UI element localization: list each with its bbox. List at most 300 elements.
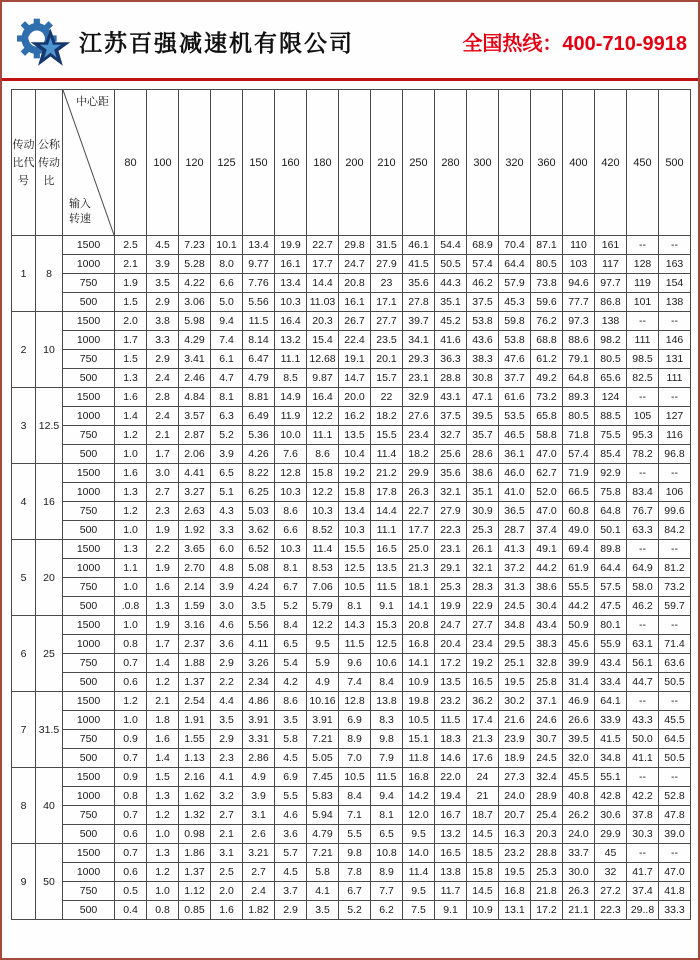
value-cell: 28.9 <box>531 787 563 806</box>
center-distance-header: 420 <box>595 90 627 236</box>
value-cell: 4.86 <box>243 692 275 711</box>
value-cell: 3.27 <box>179 483 211 502</box>
value-cell: 53.8 <box>467 312 499 331</box>
value-cell: 15.5 <box>339 540 371 559</box>
value-cell: 3.65 <box>179 540 211 559</box>
value-cell: 41.1 <box>627 749 659 768</box>
value-cell: 1.0 <box>147 825 179 844</box>
value-cell: 0.7 <box>115 654 147 673</box>
value-cell: 29.5 <box>499 635 531 654</box>
table-row <box>12 293 691 312</box>
value-cell: 16.8 <box>499 882 531 901</box>
value-cell: 73.8 <box>531 274 563 293</box>
value-cell: 46.2 <box>467 274 499 293</box>
value-cell: 4.6 <box>275 806 307 825</box>
value-cell: 4.24 <box>243 578 275 597</box>
value-cell: 75.5 <box>595 426 627 445</box>
value-cell: 1.6 <box>115 388 147 407</box>
value-cell: 0.9 <box>115 768 147 787</box>
value-cell: 18.5 <box>467 844 499 863</box>
value-cell: 18.7 <box>467 806 499 825</box>
value-cell: .0.8 <box>115 597 147 616</box>
value-cell: 64.8 <box>595 502 627 521</box>
value-cell: 37.7 <box>499 369 531 388</box>
input-speed-cell: 1500 <box>63 768 115 787</box>
value-cell: 27.7 <box>371 312 403 331</box>
value-cell: 45.3 <box>499 293 531 312</box>
value-cell: 15.3 <box>371 616 403 635</box>
value-cell: 53.8 <box>499 331 531 350</box>
value-cell: 5.5 <box>339 825 371 844</box>
value-cell: 39.5 <box>467 407 499 426</box>
input-speed-cell: 500 <box>63 749 115 768</box>
value-cell: 12.2 <box>307 483 339 502</box>
value-cell: 3.21 <box>243 844 275 863</box>
value-cell: 10.3 <box>275 540 307 559</box>
value-cell: 1.6 <box>147 730 179 749</box>
value-cell: 8.6 <box>275 502 307 521</box>
value-cell: 41.7 <box>627 863 659 882</box>
value-cell: 25.4 <box>531 806 563 825</box>
value-cell: 9.5 <box>403 825 435 844</box>
nominal-ratio-cell: 40 <box>36 768 63 844</box>
value-cell: 17.7 <box>307 255 339 274</box>
table-row <box>12 825 691 844</box>
table-header-row <box>12 90 691 236</box>
value-cell: 19.2 <box>339 464 371 483</box>
value-cell: 3.6 <box>275 825 307 844</box>
value-cell: 0.7 <box>115 806 147 825</box>
value-cell: 10.5 <box>339 768 371 787</box>
value-cell: 15.1 <box>403 730 435 749</box>
input-speed-cell: 1500 <box>63 312 115 331</box>
value-cell: 61.9 <box>563 559 595 578</box>
value-cell: 4.7 <box>211 369 243 388</box>
value-cell: 35.1 <box>467 483 499 502</box>
value-cell: 3.91 <box>243 711 275 730</box>
value-cell: 6.9 <box>275 768 307 787</box>
value-cell: 15.8 <box>307 464 339 483</box>
header-divider <box>2 78 698 81</box>
input-speed-cell: 1000 <box>63 711 115 730</box>
value-cell: 1.7 <box>115 331 147 350</box>
value-cell: 19.5 <box>499 863 531 882</box>
value-cell: 27.2 <box>595 882 627 901</box>
value-cell: 5.0 <box>211 293 243 312</box>
value-cell: 27.6 <box>403 407 435 426</box>
value-cell: 58.0 <box>627 578 659 597</box>
value-cell: 42.8 <box>595 787 627 806</box>
input-speed-cell: 750 <box>63 806 115 825</box>
value-cell: 27.8 <box>403 293 435 312</box>
value-cell: 3.5 <box>307 901 339 920</box>
value-cell: 32.0 <box>563 749 595 768</box>
value-cell: 22.3 <box>435 521 467 540</box>
company-name: 江苏百强减速机有限公司 <box>79 29 354 56</box>
value-cell: 11.5 <box>371 578 403 597</box>
value-cell: 5.7 <box>275 844 307 863</box>
value-cell: 22.7 <box>307 236 339 255</box>
table-row <box>12 540 691 559</box>
value-cell: 86.8 <box>595 293 627 312</box>
value-cell: 4.26 <box>243 445 275 464</box>
value-cell: 1.5 <box>147 768 179 787</box>
value-cell: 12.5 <box>339 559 371 578</box>
ratio-code-cell: 2 <box>12 312 36 388</box>
value-cell: 43.4 <box>531 616 563 635</box>
value-cell: 9.87 <box>307 369 339 388</box>
value-cell: 2.9 <box>211 654 243 673</box>
value-cell: 26.3 <box>563 882 595 901</box>
value-cell: 52.0 <box>531 483 563 502</box>
value-cell: 1.91 <box>179 711 211 730</box>
ratio-code-cell: 3 <box>12 388 36 464</box>
value-cell: -- <box>659 312 691 331</box>
value-cell: 25.1 <box>499 654 531 673</box>
value-cell: 13.5 <box>435 673 467 692</box>
input-speed-cell: 1500 <box>63 692 115 711</box>
value-cell: 25.3 <box>435 578 467 597</box>
value-cell: 6.6 <box>211 274 243 293</box>
value-cell: 23.5 <box>371 331 403 350</box>
value-cell: 2.5 <box>211 863 243 882</box>
value-cell: 38.6 <box>531 578 563 597</box>
value-cell: 1.6 <box>211 901 243 920</box>
value-cell: 47.0 <box>531 502 563 521</box>
value-cell: 1.62 <box>179 787 211 806</box>
value-cell: 19.4 <box>435 787 467 806</box>
center-distance-header: 320 <box>499 90 531 236</box>
value-cell: 22.9 <box>467 597 499 616</box>
value-cell: 1.9 <box>115 274 147 293</box>
value-cell: 47.6 <box>499 350 531 369</box>
value-cell: 4.11 <box>243 635 275 654</box>
value-cell: 23.4 <box>467 635 499 654</box>
input-speed-cell: 750 <box>63 578 115 597</box>
value-cell: 21.3 <box>467 730 499 749</box>
center-distance-header: 150 <box>243 90 275 236</box>
value-cell: 1.7 <box>147 635 179 654</box>
value-cell: 2.9 <box>211 730 243 749</box>
value-cell: 154 <box>659 274 691 293</box>
value-cell: 1.3 <box>115 369 147 388</box>
value-cell: 3.5 <box>275 711 307 730</box>
value-cell: 41.5 <box>403 255 435 274</box>
nominal-ratio-cell: 16 <box>36 464 63 540</box>
value-cell: 14.0 <box>403 844 435 863</box>
table-row <box>12 350 691 369</box>
value-cell: 6.49 <box>243 407 275 426</box>
value-cell: 76.7 <box>627 502 659 521</box>
value-cell: 3.5 <box>211 711 243 730</box>
value-cell: 5.8 <box>307 863 339 882</box>
value-cell: 96.8 <box>659 445 691 464</box>
value-cell: 75.8 <box>595 483 627 502</box>
value-cell: 29.3 <box>403 350 435 369</box>
value-cell: 33.7 <box>563 844 595 863</box>
value-cell: 38.3 <box>531 635 563 654</box>
value-cell: 13.5 <box>371 559 403 578</box>
value-cell: 45.5 <box>563 768 595 787</box>
value-cell: 6.3 <box>211 407 243 426</box>
value-cell: 62.7 <box>531 464 563 483</box>
value-cell: 3.62 <box>243 521 275 540</box>
value-cell: 3.91 <box>307 711 339 730</box>
center-distance-header: 300 <box>467 90 499 236</box>
value-cell: 1.9 <box>147 616 179 635</box>
value-cell: 10.4 <box>339 445 371 464</box>
value-cell: 27.9 <box>435 502 467 521</box>
value-cell: 46.0 <box>499 464 531 483</box>
input-speed-cell: 750 <box>63 654 115 673</box>
value-cell: 12.2 <box>307 407 339 426</box>
value-cell: 11.4 <box>307 540 339 559</box>
value-cell: 2.06 <box>179 445 211 464</box>
center-distance-header: 500 <box>659 90 691 236</box>
value-cell: 54.4 <box>435 236 467 255</box>
value-cell: 25.3 <box>467 521 499 540</box>
ratio-code-cell: 6 <box>12 616 36 692</box>
value-cell: 31.4 <box>563 673 595 692</box>
value-cell: 23.2 <box>499 844 531 863</box>
value-cell: 43.1 <box>435 388 467 407</box>
table-row <box>12 445 691 464</box>
value-cell: 5.83 <box>307 787 339 806</box>
input-speed-cell: 750 <box>63 502 115 521</box>
value-cell: 2.46 <box>179 369 211 388</box>
value-cell: 15.8 <box>467 863 499 882</box>
value-cell: 83.4 <box>627 483 659 502</box>
value-cell: 20.4 <box>435 635 467 654</box>
value-cell: 24.5 <box>499 597 531 616</box>
value-cell: 7.21 <box>307 730 339 749</box>
value-cell: 10.9 <box>467 901 499 920</box>
value-cell: 12.0 <box>403 806 435 825</box>
value-cell: 8.9 <box>339 730 371 749</box>
value-cell: 27.7 <box>467 616 499 635</box>
value-cell: 119 <box>627 274 659 293</box>
value-cell: 0.5 <box>115 882 147 901</box>
value-cell: -- <box>659 540 691 559</box>
value-cell: 35.6 <box>403 274 435 293</box>
value-cell: 6.2 <box>371 901 403 920</box>
value-cell: 87.1 <box>531 236 563 255</box>
value-cell: 65.8 <box>531 407 563 426</box>
value-cell: 2.86 <box>243 749 275 768</box>
center-distance-header: 160 <box>275 90 307 236</box>
value-cell: 46.9 <box>563 692 595 711</box>
value-cell: 1.13 <box>179 749 211 768</box>
input-speed-cell: 750 <box>63 350 115 369</box>
value-cell: 44.7 <box>627 673 659 692</box>
value-cell: 46.2 <box>627 597 659 616</box>
value-cell: 0.6 <box>115 673 147 692</box>
value-cell: 34.8 <box>595 749 627 768</box>
value-cell: 6.1 <box>211 350 243 369</box>
table-row <box>12 369 691 388</box>
value-cell: 20.1 <box>371 350 403 369</box>
value-cell: 5.2 <box>275 597 307 616</box>
value-cell: 4.79 <box>243 369 275 388</box>
value-cell: 38.3 <box>467 350 499 369</box>
table-row <box>12 312 691 331</box>
input-speed-cell: 500 <box>63 521 115 540</box>
value-cell: -- <box>627 768 659 787</box>
value-cell: 1.0 <box>115 521 147 540</box>
value-cell: 4.4 <box>211 692 243 711</box>
value-cell: 29.9 <box>595 825 627 844</box>
center-distance-header: 360 <box>531 90 563 236</box>
value-cell: 29..8 <box>627 901 659 920</box>
value-cell: 6.6 <box>275 521 307 540</box>
value-cell: 3.06 <box>179 293 211 312</box>
value-cell: 57.9 <box>499 274 531 293</box>
value-cell: 17.8 <box>371 483 403 502</box>
value-cell: 7.06 <box>307 578 339 597</box>
center-distance-header: 200 <box>339 90 371 236</box>
value-cell: 23.1 <box>435 540 467 559</box>
value-cell: 2.1 <box>115 255 147 274</box>
value-cell: 2.9 <box>275 901 307 920</box>
value-cell: 36.3 <box>435 350 467 369</box>
value-cell: 25.6 <box>435 445 467 464</box>
value-cell: 1.37 <box>179 673 211 692</box>
center-distance-header: 280 <box>435 90 467 236</box>
value-cell: 4.2 <box>275 673 307 692</box>
value-cell: 20.3 <box>531 825 563 844</box>
value-cell: 11.5 <box>339 635 371 654</box>
value-cell: 15.4 <box>307 331 339 350</box>
value-cell: 35.6 <box>435 464 467 483</box>
value-cell: 27.3 <box>499 768 531 787</box>
value-cell: 92.9 <box>595 464 627 483</box>
value-cell: 5.56 <box>243 293 275 312</box>
value-cell: 9.8 <box>371 730 403 749</box>
value-cell: 4.41 <box>179 464 211 483</box>
value-cell: 41.8 <box>659 882 691 901</box>
value-cell: 3.8 <box>147 312 179 331</box>
value-cell: 6.52 <box>243 540 275 559</box>
value-cell: 10.3 <box>307 502 339 521</box>
value-cell: 32.9 <box>403 388 435 407</box>
value-cell: 0.8 <box>115 635 147 654</box>
value-cell: 37.5 <box>467 293 499 312</box>
value-cell: 1.2 <box>115 502 147 521</box>
value-cell: 17.7 <box>403 521 435 540</box>
value-cell: 16.5 <box>435 844 467 863</box>
value-cell: 7.9 <box>371 749 403 768</box>
input-speed-cell: 500 <box>63 445 115 464</box>
value-cell: 2.54 <box>179 692 211 711</box>
ratio-code-cell: 4 <box>12 464 36 540</box>
value-cell: 1.86 <box>179 844 211 863</box>
value-cell: 8.6 <box>307 445 339 464</box>
value-cell: 29.8 <box>339 236 371 255</box>
value-cell: 12.8 <box>339 692 371 711</box>
value-cell: 31.3 <box>499 578 531 597</box>
value-cell: 11.1 <box>275 350 307 369</box>
table-row <box>12 673 691 692</box>
value-cell: 0.8 <box>147 901 179 920</box>
value-cell: 0.85 <box>179 901 211 920</box>
value-cell: 58.8 <box>531 426 563 445</box>
value-cell: 21 <box>467 787 499 806</box>
value-cell: 60.8 <box>563 502 595 521</box>
table-row <box>12 407 691 426</box>
value-cell: 4.5 <box>275 863 307 882</box>
value-cell: -- <box>659 464 691 483</box>
value-cell: 0.4 <box>115 901 147 920</box>
value-cell: 6.7 <box>275 578 307 597</box>
value-cell: 3.5 <box>147 274 179 293</box>
value-cell: 7.0 <box>339 749 371 768</box>
table-row <box>12 806 691 825</box>
value-cell: 64.5 <box>659 730 691 749</box>
value-cell: 11.7 <box>435 882 467 901</box>
value-cell: 9.1 <box>371 597 403 616</box>
value-cell: 8.1 <box>275 559 307 578</box>
value-cell: 3.16 <box>179 616 211 635</box>
value-cell: 22.3 <box>595 901 627 920</box>
value-cell: 16.2 <box>339 407 371 426</box>
value-cell: 3.9 <box>243 787 275 806</box>
value-cell: 55.5 <box>563 578 595 597</box>
value-cell: 124 <box>595 388 627 407</box>
input-speed-cell: 1000 <box>63 787 115 806</box>
value-cell: 5.8 <box>275 730 307 749</box>
value-cell: 71.8 <box>563 426 595 445</box>
value-cell: 47.0 <box>659 863 691 882</box>
value-cell: 13.2 <box>275 331 307 350</box>
value-cell: 80.5 <box>595 350 627 369</box>
value-cell: 19.2 <box>467 654 499 673</box>
value-cell: 1.0 <box>147 882 179 901</box>
value-cell: 3.2 <box>211 787 243 806</box>
value-cell: 89.3 <box>563 388 595 407</box>
value-cell: 0.9 <box>115 730 147 749</box>
value-cell: 61.2 <box>531 350 563 369</box>
value-cell: 34.8 <box>499 616 531 635</box>
value-cell: 138 <box>595 312 627 331</box>
value-cell: 17.4 <box>467 711 499 730</box>
corner-header <box>63 90 115 236</box>
input-speed-cell: 1500 <box>63 388 115 407</box>
value-cell: 47.8 <box>659 806 691 825</box>
value-cell: 26.6 <box>563 711 595 730</box>
value-cell: 37.4 <box>627 882 659 901</box>
input-speed-label: 输入 转速 <box>69 198 91 225</box>
value-cell: 31.5 <box>371 236 403 255</box>
value-cell: 1.5 <box>115 293 147 312</box>
value-cell: 2.9 <box>147 350 179 369</box>
value-cell: 2.4 <box>147 407 179 426</box>
value-cell: 11.5 <box>243 312 275 331</box>
value-cell: 1.4 <box>115 407 147 426</box>
table-row <box>12 787 691 806</box>
value-cell: 2.63 <box>179 502 211 521</box>
value-cell: 12.8 <box>275 464 307 483</box>
value-cell: 30.8 <box>467 369 499 388</box>
value-cell: 20.3 <box>307 312 339 331</box>
table-row <box>12 255 691 274</box>
value-cell: 4.22 <box>179 274 211 293</box>
table-row <box>12 901 691 920</box>
center-distance-header: 250 <box>403 90 435 236</box>
value-cell: 11.03 <box>307 293 339 312</box>
value-cell: 13.2 <box>435 825 467 844</box>
value-cell: 25.8 <box>531 673 563 692</box>
value-cell: 1.0 <box>115 711 147 730</box>
